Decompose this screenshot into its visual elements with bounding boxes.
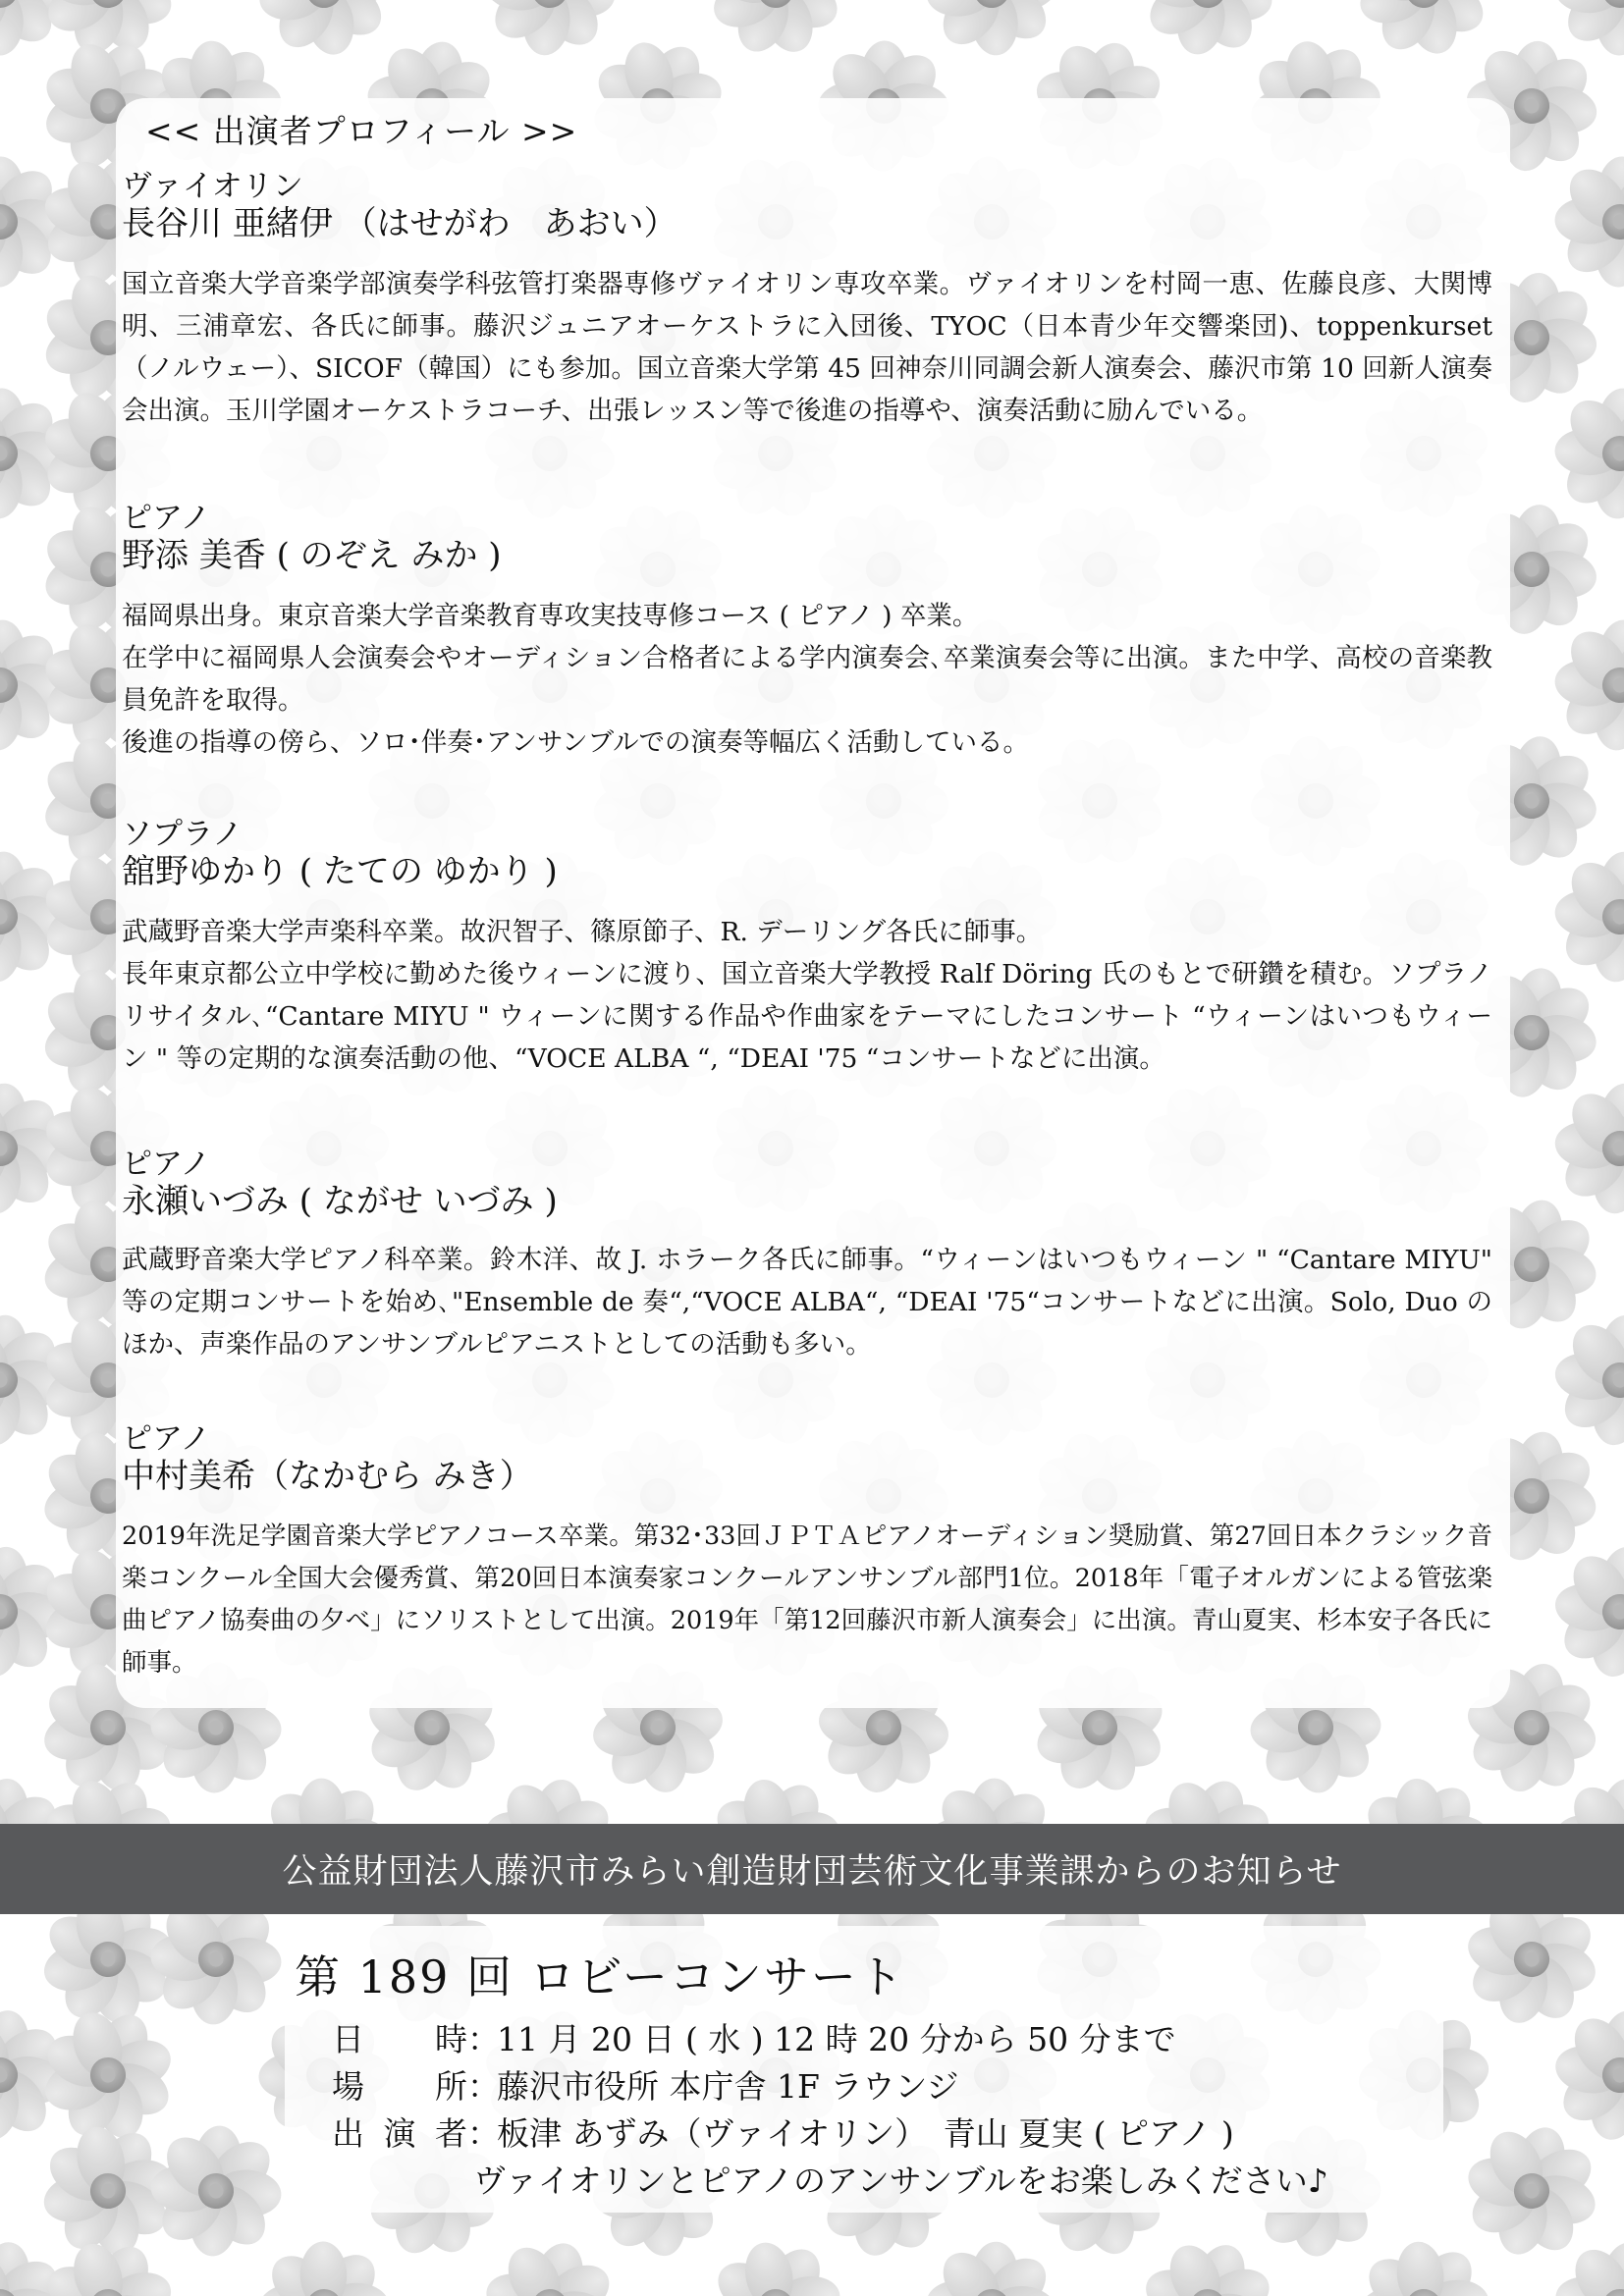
performer-3-bio-p2: 長年東京都公立中学校に勤めた後ウィーンに渡り、国立音楽大学教授 Ralf Döring 氏のもとで研鑽を積む。ソプラノリサイタル､“Cantare MIYU " ウィーンに関する作品や作曲家をテーマにしたコンサート “ウィーンはいつもウィーン " 等の定期的な演奏活動の他、“VOCE ALBA “, “DEAI '75 “コンサートなどに出演。 bbox=[122, 959, 1492, 1074]
flower-icon bbox=[1130, 0, 1285, 68]
performers-value: 板津 あずみ（ヴァイオリン） 青山 夏実 ( ピアノ ) bbox=[497, 2114, 1234, 2153]
performer-4-bio bbox=[122, 1239, 1492, 1365]
place-colon: ： bbox=[467, 2067, 500, 2106]
flower-icon bbox=[1552, 154, 1624, 290]
performer-4-bio-p1: 武蔵野音楽大学ピアノ科卒業。鈴木洋、故 J. ホラーク各氏に師事。“ウィーンはいつもウィーン " “Cantare MIYU" 等の定期コンサートを始め､"Ensemble de 奏“,“VOCE ALBA“, “DEAI '75“コンサートなどに出演。Solo, Duo のほか、声楽作品のアンサンブルピアニストとしての活動も多い。 bbox=[122, 1245, 1492, 1360]
date-row bbox=[332, 2016, 1328, 2063]
performer-4-name: 永瀬いづみ ( ながせ いづみ ) bbox=[122, 1182, 558, 1221]
profile-title: << 出演者プロフィール >> bbox=[145, 112, 578, 150]
flower-icon bbox=[1547, 1308, 1624, 1453]
place-label: 場 所 bbox=[332, 2067, 467, 2106]
performer-4-instrument: ピアノ bbox=[122, 1147, 211, 1182]
concert-message: ヴァイオリンとピアノのアンサンブルをお楽しみください♪ bbox=[473, 2162, 1328, 2200]
flower-icon bbox=[1548, 1077, 1624, 1220]
flower-icon bbox=[1546, 1538, 1624, 1685]
place-row bbox=[332, 2063, 1328, 2110]
flower-icon bbox=[1544, 2000, 1624, 2151]
performer-1-bio bbox=[122, 263, 1492, 432]
performer-3-bio bbox=[122, 911, 1492, 1080]
performer-2-bio bbox=[122, 595, 1492, 764]
notice-banner bbox=[0, 1824, 1624, 1914]
concert-title: 第 189 回 ロビーコンサート bbox=[295, 1950, 905, 2003]
performer-3-bio-p1: 武蔵野音楽大学声楽科卒業。故沢智子、篠原節子、R. デーリング各氏に師事。 bbox=[122, 917, 1043, 947]
performer-2-name: 野添 美香 ( のぞえ みか ) bbox=[122, 536, 502, 575]
message-row bbox=[332, 2158, 1328, 2205]
performer-2-bio-p3: 後進の指導の傍ら、ソロ･伴奏･アンサンブルでの演奏等幅広く活動している。 bbox=[122, 727, 1030, 758]
performer-5-instrument: ピアノ bbox=[122, 1421, 211, 1457]
flower-icon bbox=[478, 0, 622, 62]
performer-1-bio-p1: 国立音楽大学音楽学部演奏学科弦管打楽器専修ヴァイオリン専攻卒業。ヴァイオリンを村岡一恵、佐藤良彦、大関博明、三浦章宏、各氏に師事。藤沢ジュニアオーケストラに入団後、TYOC（日本青少年交響楽団)、toppenkurset（ノルウェー）、SICOF（韓国）にも参加。国立音楽大学第 45 回神奈川同調会新人演奏会、藤沢市第 10 回新人演奏会出演。玉川学園オーケストラコーチ、出張レッスン等で後進の指導や、演奏活動に励んでいる。 bbox=[122, 269, 1492, 426]
performer-5-name: 中村美希（なかむら みき） bbox=[122, 1457, 533, 1496]
date-colon: ： bbox=[467, 2020, 500, 2058]
performer-1-name: 長谷川 亜緒伊 （はせがわ あおい） bbox=[122, 204, 677, 243]
date-label: 日 時 bbox=[332, 2020, 467, 2058]
notice-banner-text: 公益財団法人藤沢市みらい創造財団芸術文化事業課からのお知らせ bbox=[282, 1852, 1342, 1892]
concert-details bbox=[332, 2016, 1328, 2205]
performer-2-bio-p2: 在学中に福岡県人会演奏会やオーディション合格者による学内演奏会､卒業演奏会等に出演。また中学、高校の音楽教員免許を取得。 bbox=[122, 643, 1492, 716]
performer-5-bio-p1: 2019年洗足学園音楽大学ピアノコース卒業。第32･33回ＪＰＴＡピアノオーディション奨励賞、第27回日本クラシック音楽コンクール全国大会優秀賞、第20回日本演奏家コンクールアンサンブル部門1位。2018年「電子オルガンによる管弦楽曲ピアノ協奏曲の夕べ」にソリストとして出演。2019年「第12回藤沢市新人演奏会」に出演。青山夏実、杉本安子各氏に師事。 bbox=[122, 1522, 1492, 1678]
performers-row bbox=[332, 2110, 1328, 2158]
flower-icon bbox=[1553, 0, 1624, 57]
performers-label: 出演者 bbox=[332, 2114, 467, 2153]
performer-3-name: 舘野ゆかり ( たての ゆかり ) bbox=[122, 852, 558, 891]
flower-icon bbox=[1451, 2110, 1613, 2272]
flower-icon bbox=[1550, 615, 1624, 755]
performer-1-instrument: ヴァイオリン bbox=[122, 169, 303, 204]
performer-2-instrument: ピアノ bbox=[122, 501, 211, 536]
performers-colon: ： bbox=[467, 2114, 500, 2153]
flower-icon bbox=[146, 2121, 286, 2261]
performer-5-bio bbox=[122, 1516, 1492, 1684]
performer-3-instrument: ソプラノ bbox=[122, 817, 244, 852]
flower-icon bbox=[1549, 846, 1624, 988]
flower-icon bbox=[921, 2236, 1062, 2296]
flower-icon bbox=[1551, 385, 1624, 522]
flower-icon bbox=[469, 2226, 631, 2296]
performer-2-bio-p1: 福岡県出身。東京音楽大学音楽教育専攻実技専修コース ( ピアノ ) 卒業。 bbox=[122, 601, 979, 631]
place-value: 藤沢市役所 本庁舎 1F ラウンジ bbox=[497, 2067, 959, 2106]
date-value: 11 月 20 日 ( 水 ) 12 時 20 分から 50 分まで bbox=[497, 2020, 1176, 2058]
